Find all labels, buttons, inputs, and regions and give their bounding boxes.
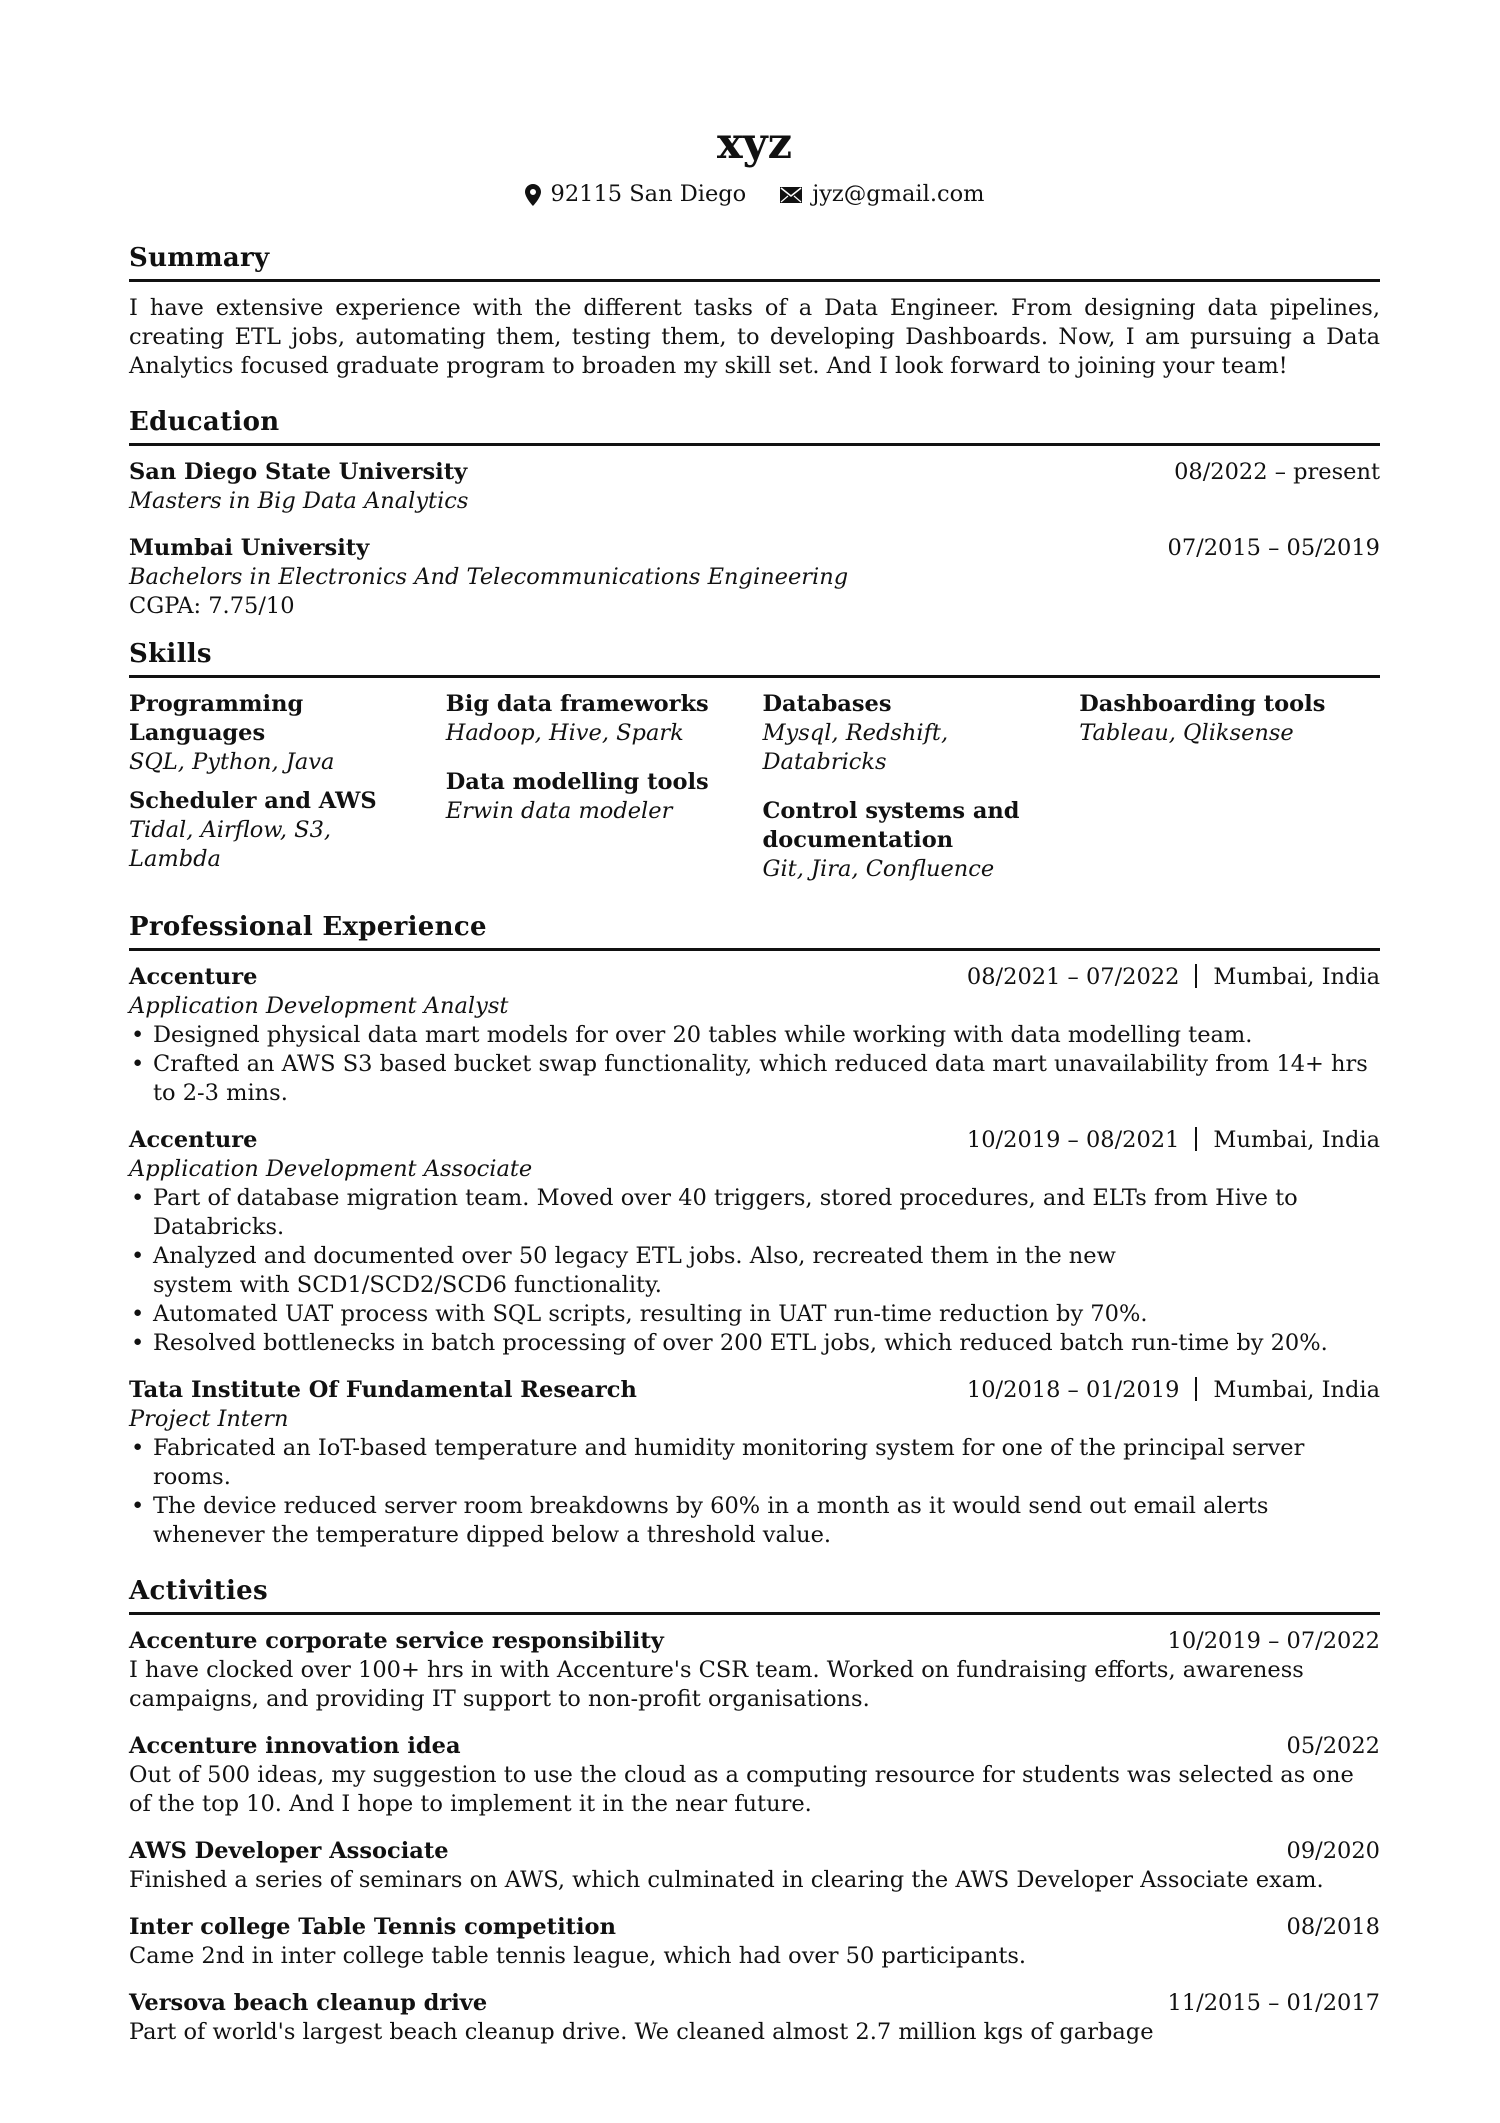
candidate-name: xyz bbox=[716, 119, 793, 169]
bullet-item: • The device reduced server room breakdowns by 60% in a month as it would send out email alerts whenever the temperature dipped below a threshold value. bbox=[129, 1492, 1380, 1550]
company-name: Tata Institute Of Fundamental Research bbox=[129, 1377, 637, 1403]
experience-date: 10/2019 – 08/2021 bbox=[966, 1127, 1180, 1153]
bullet-item: • Resolved bottlenecks in batch processing of over 200 ETL jobs, which reduced batch run-time by 20%. bbox=[129, 1329, 1380, 1358]
bullet-list bbox=[129, 1184, 1380, 1358]
skill-group-values: Tableau, Qliksense bbox=[1079, 720, 1294, 746]
experience-date: 08/2021 – 07/2022 bbox=[966, 964, 1180, 990]
skill-group bbox=[129, 787, 430, 874]
activity-date: 11/2015 – 01/2017 bbox=[1167, 1990, 1380, 2016]
bullet-list bbox=[129, 1021, 1380, 1108]
skill-group bbox=[1079, 690, 1380, 748]
bullet-item: • Automated UAT process with SQL scripts, resulting in UAT run-time reduction by 70%. bbox=[129, 1300, 1380, 1329]
skill-group-name: Control systems and documentation bbox=[762, 798, 1020, 853]
activity-date: 08/2018 bbox=[1286, 1914, 1380, 1940]
experience-location: Mumbai, India bbox=[1213, 1377, 1380, 1403]
skill-group bbox=[446, 690, 747, 748]
section-divider bbox=[129, 948, 1380, 951]
activity-entry bbox=[129, 1913, 1380, 1971]
separator bbox=[1195, 1377, 1197, 1401]
section-divider bbox=[129, 279, 1380, 282]
activity-entry bbox=[129, 1837, 1380, 1895]
activity-title: Versova beach cleanup drive bbox=[129, 1990, 488, 2016]
job-role: Project Intern bbox=[129, 1406, 289, 1432]
experience-section bbox=[129, 910, 1380, 1550]
activity-title: Accenture innovation idea bbox=[129, 1733, 461, 1759]
activity-entry bbox=[129, 1989, 1380, 2047]
activity-title: AWS Developer Associate bbox=[129, 1838, 449, 1864]
map-pin-icon bbox=[525, 184, 541, 206]
skill-group bbox=[763, 797, 1064, 884]
section-title-summary: Summary bbox=[129, 243, 270, 273]
skill-group bbox=[763, 690, 1064, 777]
experience-entry bbox=[129, 1376, 1380, 1550]
separator bbox=[1195, 964, 1197, 988]
activity-date: 10/2019 – 07/2022 bbox=[1167, 1628, 1380, 1654]
skills-grid bbox=[129, 690, 1380, 894]
skill-group-values: Hadoop, Hive, Spark bbox=[445, 720, 684, 746]
experience-location: Mumbai, India bbox=[1213, 1127, 1380, 1153]
activity-entry bbox=[129, 1627, 1380, 1714]
activity-date: 05/2022 bbox=[1286, 1733, 1380, 1759]
section-title-activities: Activities bbox=[129, 1576, 268, 1606]
skill-group-values: Erwin data modeler bbox=[445, 798, 673, 824]
activity-description: Finished a series of seminars on AWS, which culminated in clearing the AWS Developer Associate exam. bbox=[129, 1867, 1324, 1893]
skill-group-name: Dashboarding tools bbox=[1079, 691, 1326, 717]
skill-group-values: Tidal, Airflow, S3, Lambda bbox=[129, 817, 332, 872]
bullet-item: • Part of database migration team. Moved over 40 triggers, stored procedures, and ELTs from Hive to Databricks. bbox=[129, 1184, 1380, 1242]
skill-group-name: Scheduler and AWS bbox=[129, 788, 377, 814]
experience-date-location bbox=[967, 1376, 1380, 1405]
section-divider bbox=[129, 443, 1380, 446]
activity-title: Accenture corporate service responsibility bbox=[129, 1628, 664, 1654]
education-date: 07/2015 – 05/2019 bbox=[1167, 535, 1380, 561]
bullet-list bbox=[129, 1434, 1380, 1550]
bullet-item: • Crafted an AWS S3 based bucket swap functionality, which reduced data mart unavailability from 14+ hrs to 2-3 mins. bbox=[129, 1050, 1380, 1108]
company-name: Accenture bbox=[129, 964, 258, 990]
location-text: 92115 San Diego bbox=[550, 181, 747, 207]
separator bbox=[1195, 1127, 1197, 1151]
section-divider bbox=[129, 1612, 1380, 1615]
degree-name: Masters in Big Data Analytics bbox=[129, 488, 469, 514]
education-date: 08/2022 – present bbox=[1174, 459, 1380, 485]
education-section bbox=[129, 405, 1380, 621]
experience-location: Mumbai, India bbox=[1213, 964, 1380, 990]
experience-date-location bbox=[967, 1126, 1380, 1155]
job-role: Application Development Analyst bbox=[129, 993, 509, 1019]
skill-group bbox=[129, 690, 430, 777]
skill-group bbox=[446, 768, 747, 826]
summary-section bbox=[129, 241, 1380, 381]
degree-name: Bachelors in Electronics And Telecommunications Engineering bbox=[129, 564, 849, 590]
activity-description: Out of 500 ideas, my suggestion to use the cloud as a computing resource for students was selected as one of the top 10. And I hope to implement it in the near future. bbox=[129, 1762, 1354, 1817]
summary-text: I have extensive experience with the different tasks of a Data Engineer. From designing data pipelines, creating ETL jobs, automating them, testing them, to developing Dashboards. Now, I am pursuing a Data Analytics focused graduate program to broaden my skill set. And I look forward to joining your team! bbox=[129, 295, 1380, 379]
skill-group-values: SQL, Python, Java bbox=[129, 749, 335, 775]
section-divider bbox=[129, 675, 1380, 678]
experience-date-location bbox=[967, 963, 1380, 992]
bullet-item: • Fabricated an IoT-based temperature and humidity monitoring system for one of the principal server rooms. bbox=[129, 1434, 1380, 1492]
education-entry bbox=[129, 534, 1380, 621]
contact-email[interactable] bbox=[780, 180, 984, 209]
job-role: Application Development Associate bbox=[129, 1156, 533, 1182]
skill-group-values: Mysql, Redshift, Databricks bbox=[762, 720, 949, 775]
section-title-experience: Professional Experience bbox=[129, 912, 487, 942]
experience-date: 10/2018 – 01/2019 bbox=[966, 1377, 1180, 1403]
activity-date: 09/2020 bbox=[1286, 1838, 1380, 1864]
activity-description: I have clocked over 100+ hrs in with Accenture's CSR team. Worked on fundraising efforts, awareness campaigns, and providing IT support to non-profit organisations. bbox=[129, 1657, 1304, 1712]
email-link[interactable]: jyz@gmail.com bbox=[812, 181, 985, 207]
bullet-item: • Analyzed and documented over 50 legacy ETL jobs. Also, recreated them in the new system with SCD1/SCD2/SCD6 functionality. bbox=[129, 1242, 1380, 1300]
activity-entry bbox=[129, 1732, 1380, 1819]
company-name: Accenture bbox=[129, 1127, 258, 1153]
activities-section bbox=[129, 1574, 1380, 2047]
bullet-item: • Designed physical data mart models for over 20 tables while working with data modelling team. bbox=[129, 1021, 1380, 1050]
skills-section bbox=[129, 637, 1380, 894]
envelope-icon bbox=[780, 187, 802, 203]
activity-description: Part of world's largest beach cleanup drive. We cleaned almost 2.7 million kgs of garbage bbox=[129, 2019, 1154, 2045]
skill-group-name: Programming Languages bbox=[129, 691, 304, 746]
skill-group-name: Big data frameworks bbox=[445, 691, 709, 717]
contact-location bbox=[525, 180, 747, 209]
gpa-text: CGPA: 7.75/10 bbox=[129, 593, 295, 619]
skill-group-name: Data modelling tools bbox=[445, 769, 709, 795]
education-entry bbox=[129, 458, 1380, 516]
section-title-skills: Skills bbox=[129, 639, 212, 669]
contact-info bbox=[129, 180, 1380, 209]
activity-title: Inter college Table Tennis competition bbox=[129, 1914, 616, 1940]
school-name: San Diego State University bbox=[129, 459, 468, 485]
experience-entry bbox=[129, 963, 1380, 1108]
activity-description: Came 2nd in inter college table tennis league, which had over 50 participants. bbox=[129, 1943, 1027, 1969]
school-name: Mumbai University bbox=[129, 535, 370, 561]
section-title-education: Education bbox=[129, 407, 280, 437]
skill-group-name: Databases bbox=[762, 691, 892, 717]
experience-entry bbox=[129, 1126, 1380, 1358]
skill-group-values: Git, Jira, Confluence bbox=[762, 856, 995, 882]
